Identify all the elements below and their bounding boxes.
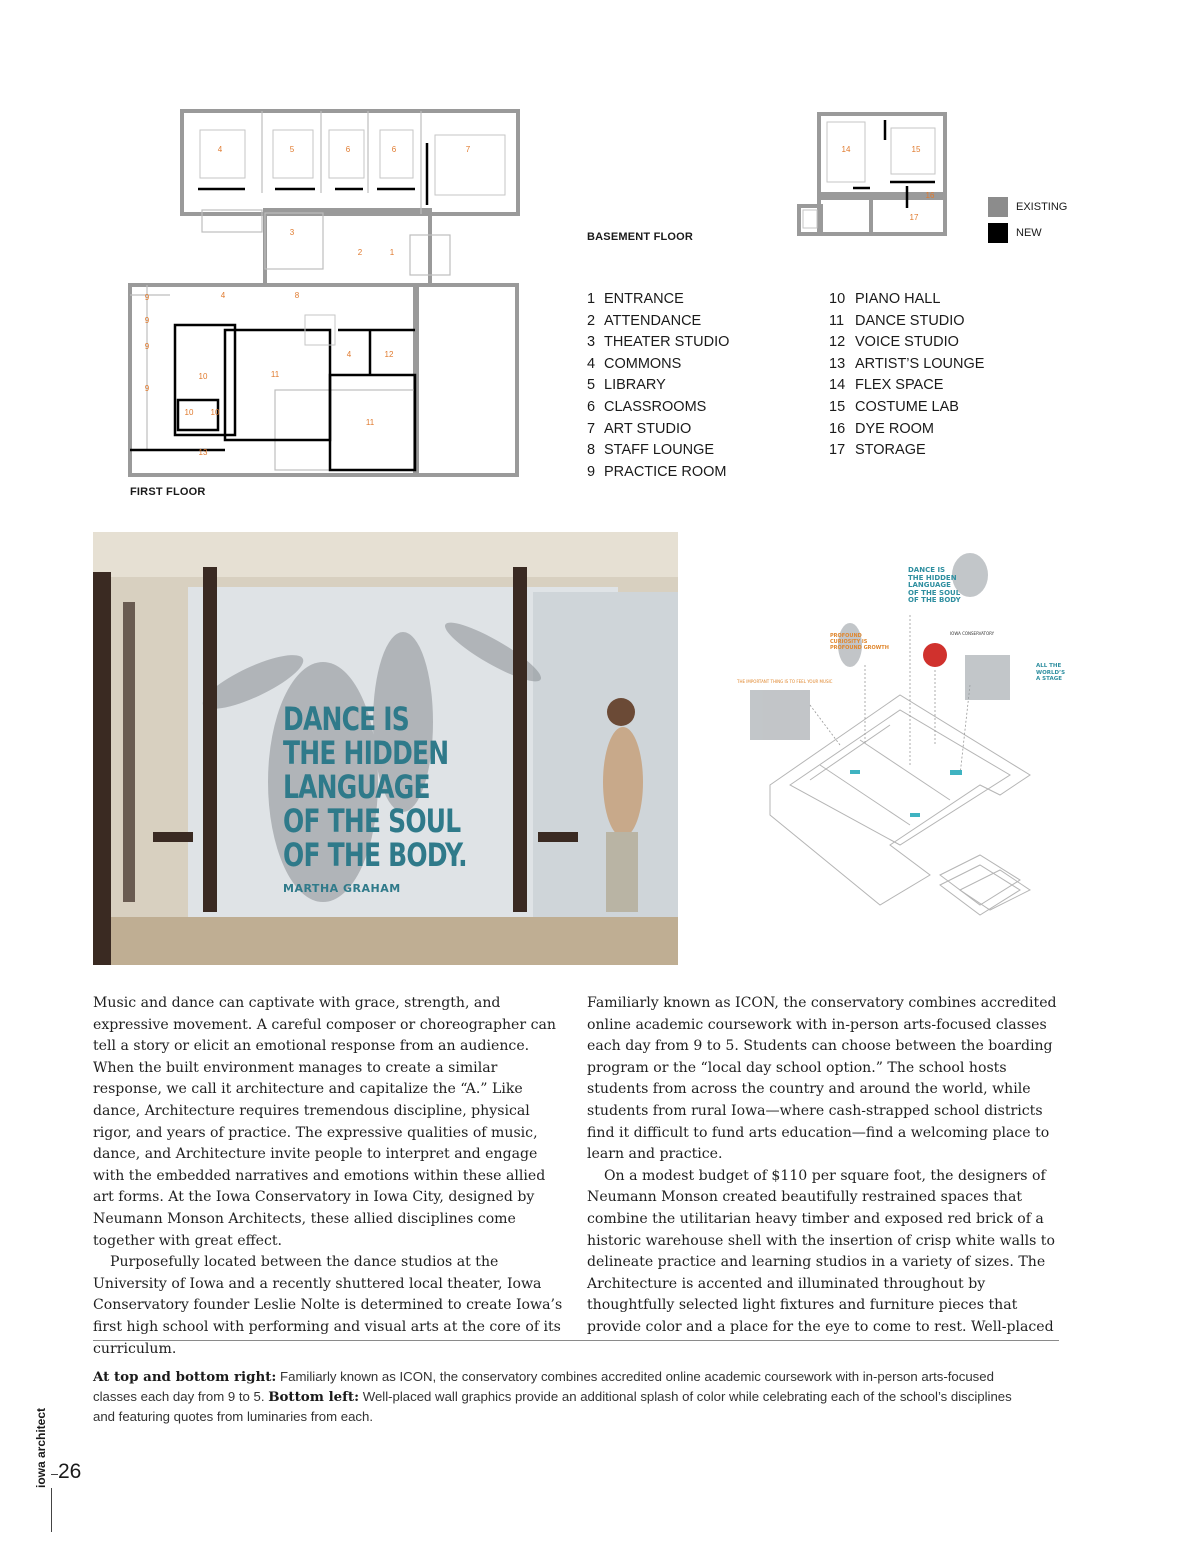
room-key-label: DYE ROOM <box>855 420 934 437</box>
room-key-number: 1 <box>587 291 596 307</box>
photo-quote-line: OF THE SOUL <box>283 802 461 840</box>
room-key-label: ATTENDANCE <box>604 312 702 329</box>
basement-floor-plan <box>795 110 955 240</box>
room-key-number: 2 <box>587 312 596 329</box>
photo-quote <box>283 702 519 895</box>
room-number-label: 2 <box>357 248 363 257</box>
first-floor-label: FIRST FLOOR <box>130 486 206 498</box>
room-key-right <box>829 289 1029 462</box>
room-number-label: 4 <box>346 350 352 359</box>
room-key-item <box>829 354 1029 376</box>
room-key-item <box>587 332 787 354</box>
page-number: 26 <box>58 1460 82 1483</box>
room-number-label: 16 <box>925 191 935 200</box>
room-number-label: 5 <box>289 145 295 154</box>
room-key-label: LIBRARY <box>604 377 666 394</box>
diagram-quote-dance <box>908 567 961 605</box>
legend-existing-label: EXISTING <box>1016 201 1068 213</box>
room-number-label: 6 <box>391 145 397 154</box>
diagram-quote-line: PROFOUND <box>830 633 862 639</box>
caption-lead-2: Bottom left: <box>268 1389 360 1405</box>
room-key-label: THEATER STUDIO <box>604 334 730 351</box>
room-number-label: 15 <box>911 145 921 154</box>
room-key-item <box>587 397 787 419</box>
diagram-quote-line: CURIOSITY IS <box>830 639 868 645</box>
caption-text-2: Well-placed wall graphics provide an additional splash of color while celebrating each of the school’s disciplines and featuring quotes from luminaries from each. <box>93 1389 1012 1424</box>
photo-quote-line: THE HIDDEN <box>283 734 449 772</box>
room-number-label: 13 <box>198 448 208 457</box>
room-key-label: VOICE STUDIO <box>855 334 959 351</box>
room-key-number: 4 <box>587 355 596 372</box>
room-key-number: 5 <box>587 377 596 394</box>
room-key-number: 11 <box>829 312 845 329</box>
diagram-quote-stage <box>1036 663 1065 683</box>
diagram-quote-line: PROFOUND GROWTH <box>830 645 889 651</box>
room-key-label: DANCE STUDIO <box>855 312 965 329</box>
room-key-item <box>587 419 787 441</box>
room-key-number: 12 <box>829 334 846 351</box>
article-paragraph: Familiarly known as ICON, the conservatory combines accredited online academic coursework with in-person arts-focused classes each day from 9 to 5. Students can choose between the boarding program or the “local day school option.” The school hosts students from across the country and around the world, while students from rural Iowa—where cash-strapped school districts find it difficult to fund arts education—find a welcoming place to learn and practice. <box>587 995 1057 1163</box>
room-key-item <box>829 289 1029 311</box>
caption-text-1: Familiarly known as ICON, the conservatory combines accredited online academic coursework with in-person arts-focused classes each day from 9 to 5. <box>93 1369 994 1404</box>
room-key-item <box>587 289 787 311</box>
legend <box>988 197 1067 243</box>
room-key-number: 7 <box>587 420 596 437</box>
article-paragraph: On a modest budget of $110 per square foot, the designers of Neumann Monson created beautifully restrained spaces that combine the utilitarian heavy timber and exposed red brick of a historic warehouse shell with the insertion of crisp white walls to delineate practice and learning studios in a variety of sizes. The Architecture is accented and illuminated throughout by thoughtfully selected light fixtures and furniture pieces that provide color and a place for the eye to come to rest. Well-placed <box>587 1167 1055 1335</box>
article-paragraph: Purposefully located between the dance studios at the University of Iowa and a recently shuttered local theater, Iowa Conservatory founder Leslie Nolte is determined to create Iowa’s first high school with performing and visual arts at the core of its curriculum. <box>93 1254 563 1357</box>
room-key-number: 15 <box>829 398 846 415</box>
axonometric-diagram-drawing <box>730 545 1070 955</box>
room-key-item <box>829 419 1029 441</box>
first-floor-plan <box>125 105 525 480</box>
room-number-label: 9 <box>144 342 150 351</box>
caption-divider <box>93 1340 1059 1341</box>
room-key-item <box>587 440 787 462</box>
room-key-label: FLEX SPACE <box>855 377 944 394</box>
new-swatch <box>988 223 1008 243</box>
article-column-1 <box>93 993 565 1360</box>
diagram-quote-line: WORLD’S <box>1036 669 1066 676</box>
room-number-label: 7 <box>465 145 471 154</box>
room-key-item <box>829 332 1029 354</box>
photo-quote-lines <box>283 702 467 872</box>
diagram-quote-line: LANGUAGE <box>908 581 951 589</box>
room-key-item <box>829 397 1029 419</box>
room-key-label: COSTUME LAB <box>855 398 959 415</box>
room-number-label: 10 <box>184 408 194 417</box>
room-number-label: 11 <box>365 418 375 427</box>
room-number-label: 10 <box>210 408 220 417</box>
basement-floor-plan-drawing <box>795 110 955 240</box>
room-key-label: ARTIST’S LOUNGE <box>855 355 985 372</box>
photo-quote-author: MARTHA GRAHAM <box>283 882 401 895</box>
room-key-number: 8 <box>587 442 596 459</box>
room-key-item <box>587 462 787 484</box>
room-key-item <box>587 354 787 376</box>
diagram-quote-line: ALL THE <box>1036 663 1062 669</box>
diagram-quote-curiosity <box>830 633 889 651</box>
basement-floor-label: BASEMENT FLOOR <box>587 231 694 243</box>
room-number-label: 9 <box>144 293 150 302</box>
room-number-label: 10 <box>198 372 208 381</box>
axonometric-diagram <box>730 545 1070 955</box>
room-key-label: STAFF LOUNGE <box>604 442 715 459</box>
room-number-label: 12 <box>384 350 394 359</box>
room-key-number: 14 <box>829 377 846 394</box>
room-number-label: 4 <box>217 145 223 154</box>
room-number-label: 9 <box>144 316 150 325</box>
room-key-left <box>587 289 787 483</box>
room-key-item <box>587 375 787 397</box>
room-key-item <box>829 440 1029 462</box>
room-number-label: 3 <box>289 228 295 237</box>
diagram-quote-line: DANCE IS <box>908 566 946 574</box>
entry-photo <box>93 532 678 965</box>
room-number-label: 14 <box>841 145 851 154</box>
room-number-label: 6 <box>345 145 351 154</box>
room-key-item <box>829 311 1029 333</box>
article-column-2 <box>587 993 1061 1339</box>
room-key-number: 13 <box>829 355 846 372</box>
room-key-number: 10 <box>829 291 846 307</box>
photo-caption <box>93 1367 1033 1427</box>
room-key-label: ENTRANCE <box>604 291 684 307</box>
photo-quote-line: DANCE IS <box>283 700 410 738</box>
room-key-number: 16 <box>829 420 846 437</box>
diagram-quote-line: A STAGE <box>1036 676 1062 682</box>
room-key-label: STORAGE <box>855 442 926 459</box>
photo-quote-line: LANGUAGE <box>283 768 430 806</box>
diagram-logo-text: IOWA CONSERVATORY <box>950 631 995 636</box>
article-paragraph: Music and dance can captivate with grace, strength, and expressive movement. A careful composer or choreographer can tell a story or elicit an emotional response from an audience. When the built environment manages to create a similar response, we call it architecture and capitalize the “A.” Like dance, Architecture requires tremendous discipline, physical rigor, and years of practice. The expressive qualities of music, dance, and Architecture invite people to interpret and engage with the embedded narratives and emotions within these allied art forms. At the Iowa Conservatory in Iowa City, designed by Neumann Monson Architects, these allied disciplines come together with great effect. <box>93 995 556 1249</box>
diagram-quote-line: OF THE BODY <box>908 596 961 604</box>
room-key-item <box>587 311 787 333</box>
first-floor-plan-drawing <box>125 105 525 480</box>
room-number-label: 17 <box>909 213 919 222</box>
room-number-label: 4 <box>220 291 226 300</box>
existing-swatch <box>988 197 1008 217</box>
legend-existing <box>988 197 1067 217</box>
diagram-small-quote: THE IMPORTANT THING IS TO FEEL YOUR MUSIC <box>737 679 833 684</box>
diagram-quote-line: OF THE SOUL <box>908 588 961 597</box>
room-key-number: 6 <box>587 398 596 415</box>
legend-new <box>988 223 1067 243</box>
room-key-number: 9 <box>587 463 596 480</box>
legend-new-label: NEW <box>1016 227 1042 239</box>
room-key-label: PRACTICE ROOM <box>604 463 727 480</box>
room-key-label: CLASSROOMS <box>604 398 707 415</box>
caption-lead-1: At top and bottom right: <box>93 1369 277 1385</box>
room-number-label: 11 <box>270 370 280 379</box>
room-key-label: PIANO HALL <box>855 291 941 307</box>
room-key-number: 3 <box>587 334 596 351</box>
photo-quote-line: OF THE BODY. <box>283 836 467 874</box>
room-number-label: 1 <box>389 248 395 257</box>
room-key-label: ART STUDIO <box>604 420 692 437</box>
magazine-name: iowa architect <box>34 1407 48 1488</box>
folio-rule <box>51 1488 52 1532</box>
room-key-item <box>829 375 1029 397</box>
diagram-quote-line: THE HIDDEN <box>908 573 957 582</box>
folio-tick <box>51 1474 58 1475</box>
room-number-label: 9 <box>144 384 150 393</box>
room-number-label: 8 <box>294 291 300 300</box>
room-key-number: 17 <box>829 442 846 459</box>
room-key-label: COMMONS <box>604 355 682 372</box>
